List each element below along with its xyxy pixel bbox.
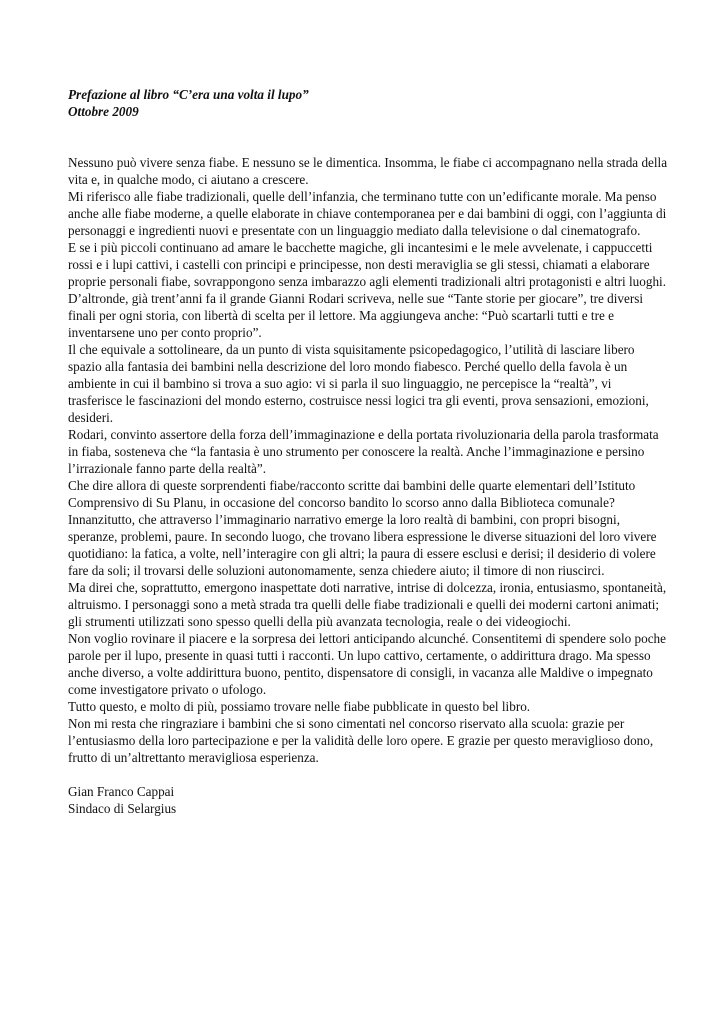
paragraph: Rodari, convinto assertore della forza dell’immaginazione e della portata rivoluzionaria della parola trasformata in fiaba, sosteneva che “la fantasia è uno strumento per conoscere la realtà. Anche l’immaginazione e persino l’irrazionale fanno parte della realtà”. [68,427,659,476]
paragraph: Tutto questo, e molto di più, possiamo trovare nelle fiabe pubblicate in questo bel libro. [68,699,531,714]
paragraph: Ma direi che, soprattutto, emergono inaspettate doti narrative, intrise di dolcezza, ironia, entusiasmo, spontaneità, altruismo. I personaggi sono a metà strada tra quelli delle fiabe tradizionali e quelli dei moderni cartoni animati; gli strumenti utilizzati sono spesso quelli della più avanzata tecnologia, reale o dei videogiochi. [68,580,667,629]
paragraph: Mi riferisco alle fiabe tradizionali, quelle dell’infanzia, che terminano tutte con un’edificante morale. Ma penso anche alle fiabe moderne, a quelle elaborate in chiave contemporanea per e dai bambini di oggi, con l’aggiunta di personaggi e ingredienti nuovi e presentate con un linguaggio mediato dalla televisione o dal cinematografo. [68,189,667,238]
signature-name: Gian Franco Cappai [68,784,175,799]
paragraph: Innanzitutto, che attraverso l’immaginario narrativo emerge la loro realtà di bambini, con propri bisogni, speranze, problemi, paure. In secondo luogo, che trovano libera espressione le diverse situazioni del loro vivere quotidiano: la fatica, a volte, nell’interagire con gli altri; la paura di essere esclusi e derisi; il desiderio di volere fare da soli; il trovarsi delle soluzioni autonomamente, senza chiedere aiuto; il timore di non riuscirci. [68,512,657,578]
signature-block [68,783,668,817]
document-title: Prefazione al libro “C’era una volta il lupo” [68,87,309,102]
paragraph: Che dire allora di queste sorprendenti fiabe/racconto scritte dai bambini delle quarte elementari dell’Istituto Comprensivo di Su Planu, in occasione del concorso bandito lo scorso anno dalla Biblioteca comunale? [68,478,636,510]
document-page [68,86,668,817]
paragraph: D’altronde, già trent’anni fa il grande Gianni Rodari scriveva, nelle sue “Tante storie per giocare”, tre diversi finali per ogni storia, con libertà di scelta per il lettore. Ma aggiungeva anche: “Può scartarli tutti e tre e inventarsene uno per conto proprio”. [68,291,644,340]
paragraph: Nessuno può vivere senza fiabe. E nessuno se le dimentica. Insomma, le fiabe ci accompagnano nella strada della vita e, in qualche modo, ci aiutano a crescere. [68,155,668,187]
paragraph: Non mi resta che ringraziare i bambini che si sono cimentati nel concorso riservato alla scuola: grazie per l’entusiasmo della loro partecipazione e per la validità delle loro opere. E grazie per questo meraviglioso dono, frutto di un’altrettanto meravigliosa esperienza. [68,716,654,765]
document-heading [68,86,668,120]
paragraph: Non voglio rovinare il piacere e la sorpresa dei lettori anticipando alcunché. Consentitemi di spendere solo poche parole per il lupo, presente in quasi tutti i racconti. Un lupo cattivo, certamente, o addirittura drago. Ma spesso anche diverso, a volte addirittura buono, pentito, dispensatore di consigli, in vacanza alle Maldive o impegnato come investigatore privato o ufologo. [68,631,667,697]
document-body [68,154,668,766]
signature-role: Sindaco di Selargius [68,801,177,816]
document-date: Ottobre 2009 [68,104,139,119]
paragraph: Il che equivale a sottolineare, da un punto di vista squisitamente psicopedagogico, l’utilità di lasciare libero spazio alla fantasia dei bambini nella descrizione del loro mondo fiabesco. Perché quello della favola è un ambiente in cui il bambino si trova a suo agio: vi si parla il suo linguaggio, ne percepisce la “realtà”, vi trasferisce le fascinazioni del mondo esterno, costruisce nessi logici tra gli eventi, prova sensazioni, emozioni, desideri. [68,342,649,425]
paragraph: E se i più piccoli continuano ad amare le bacchette magiche, gli incantesimi e le mele avvelenate, i cappuccetti rossi e i lupi cattivi, i castelli con principi e principesse, non desti meraviglia se gli stessi, chiamati a elaborare proprie personali fiabe, sovrappongono senza imbarazzo agli elementi tradizionali altri protagonisti e altri luoghi. [68,240,667,289]
